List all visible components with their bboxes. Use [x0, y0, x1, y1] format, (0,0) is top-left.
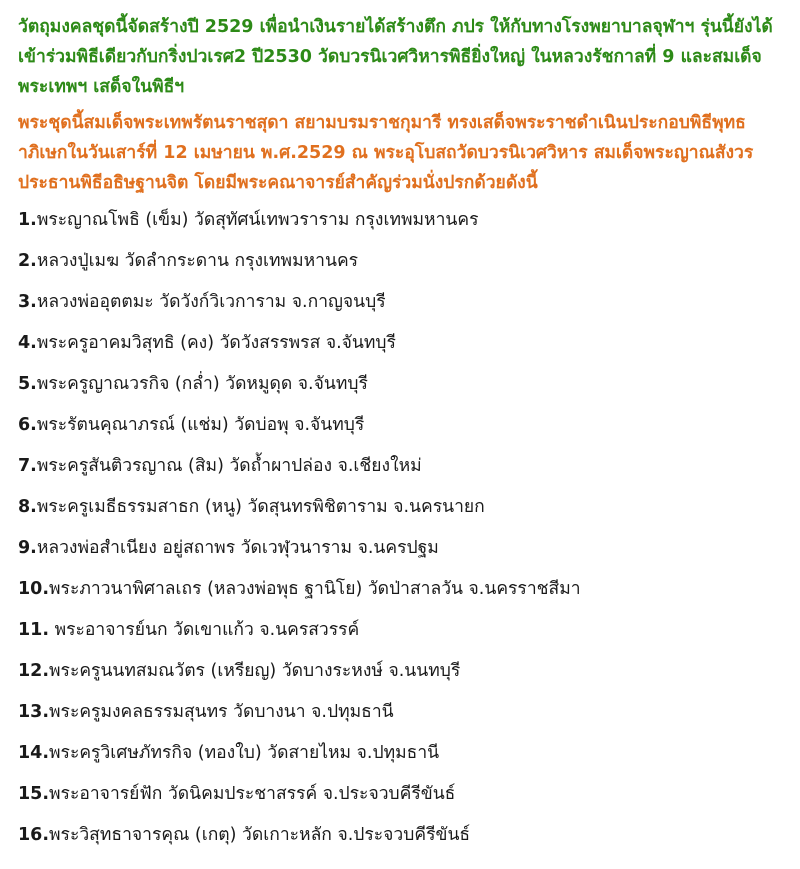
list-item-number: 12.: [18, 661, 50, 681]
list-item-text: พระครูนนทสมณวัตร (เหรียญ) วัดบางระหงษ์ จ.นนทบุรี: [49, 661, 461, 681]
list-item-number: 1.: [18, 210, 37, 230]
list-item-text: พระอาจารย์ฟัก วัดนิคมประชาสรรค์ จ.ประจวบคีรีขันธ์: [49, 784, 456, 804]
list-item-number: 3.: [18, 292, 37, 312]
list-item-text: พระญาณโพธิ (เข็ม) วัดสุทัศน์เทพวราราม กรุงเทพมหานคร: [36, 210, 479, 230]
list-item-text: หลวงพ่อสำเนียง อยู่สถาพร วัดเวฬุวนาราม จ.นครปฐม: [36, 538, 439, 558]
list-item-text: พระวิสุทธาจารคุณ (เกตุ) วัดเกาะหลัก จ.ประจวบคีรีขันธ์: [49, 825, 471, 845]
list-item-number: 5.: [18, 374, 37, 394]
list-item: [18, 323, 782, 364]
list-item: [18, 364, 782, 405]
list-item-text: พระครูสันติวรญาณ (สิม) วัดถ้ำผาปล่อง จ.เชียงใหม่: [36, 456, 422, 476]
list-item: [18, 774, 782, 815]
list-item-text: หลวงพ่ออุตตมะ วัดวังก์วิเวการาม จ.กาญจนบุรี: [36, 292, 386, 312]
list-item-number: 13.: [18, 702, 50, 722]
list-item: [18, 733, 782, 774]
list-item-number: 11.: [18, 620, 50, 640]
list-item: [18, 241, 782, 282]
list-item-number: 9.: [18, 538, 37, 558]
list-item-number: 14.: [18, 743, 50, 763]
monk-list: [18, 200, 782, 856]
list-item: [18, 610, 782, 651]
list-item-number: 8.: [18, 497, 37, 517]
list-item-number: 2.: [18, 251, 37, 271]
list-item-text: หลวงปู่เมฆ วัดลำกระดาน กรุงเทพมหานคร: [36, 251, 359, 271]
list-item-number: 6.: [18, 415, 37, 435]
list-item-text: พระครูอาคมวิสุทธิ (คง) วัดวังสรรพรส จ.จันทบุรี: [36, 333, 396, 353]
list-item: [18, 528, 782, 569]
list-item: [18, 651, 782, 692]
list-item-text: พระอาจารย์นก วัดเขาแก้ว จ.นครสวรรค์: [49, 620, 360, 640]
list-item-number: 4.: [18, 333, 37, 353]
list-item: [18, 815, 782, 856]
list-item-text: พระครูญาณวรกิจ (กล่ำ) วัดหมูดุด จ.จันทบุรี: [36, 374, 368, 394]
ceremony-paragraph: พระชุดนี้สมเด็จพระเทพรัตนราชสุดา สยามบรมราชกุมารี ทรงเสด็จพระราชดำเนินประกอบพิธีพุทธาภิเษกในวันเสาร์ที่ 12 เมษายน พ.ศ.2529 ณ พระอุโบสถวัดบวรนิเวศวิหาร สมเด็จพระญาณสังวร ประธานพิธีอธิษฐานจิต โดยมีพระคณาจารย์สำคัญร่วมนั่งปรกด้วยดังนี้: [18, 113, 754, 193]
list-item: [18, 569, 782, 610]
list-item-number: 15.: [18, 784, 50, 804]
list-item: [18, 282, 782, 323]
list-item: [18, 692, 782, 733]
intro-paragraph: วัตถุมงคลชุดนี้จัดสร้างปี 2529 เพื่อนำเงินรายได้สร้างตึก ภปร ให้กับทางโรงพยาบาลจุฬาฯ รุ่นนี้ยังได้เข้าร่วมพิธีเดียวกับกริ่งปวเรศ2 ปี2530 วัดบวรนิเวศวิหารพิธียิ่งใหญ่ ในหลวงรัชกาลที่ 9 และสมเด็จพระเทพฯ เสด็จในพิธีฯ: [18, 17, 773, 97]
list-item: [18, 405, 782, 446]
list-item: [18, 487, 782, 528]
list-item-text: พระครูมงคลธรรมสุนทร วัดบางนา จ.ปทุมธานี: [49, 702, 394, 722]
list-item-text: พระภาวนาพิศาลเถร (หลวงพ่อพุธ ฐานิโย) วัดป่าสาลวัน จ.นครราชสีมา: [49, 579, 581, 599]
list-item-text: พระครูวิเศษภัทรกิจ (ทองใบ) วัดสายไหม จ.ปทุมธานี: [49, 743, 440, 763]
list-item: [18, 200, 782, 241]
list-item-number: 10.: [18, 579, 50, 599]
list-item-text: พระครูเมธีธรรมสาธก (หนู) วัดสุนทรพิชิตาราม จ.นครนายก: [36, 497, 485, 517]
list-item-number: 16.: [18, 825, 50, 845]
list-item: [18, 446, 782, 487]
list-item-number: 7.: [18, 456, 37, 476]
list-item-text: พระรัตนคุณาภรณ์ (แช่ม) วัดบ่อพุ จ.จันทบุรี: [36, 415, 365, 435]
